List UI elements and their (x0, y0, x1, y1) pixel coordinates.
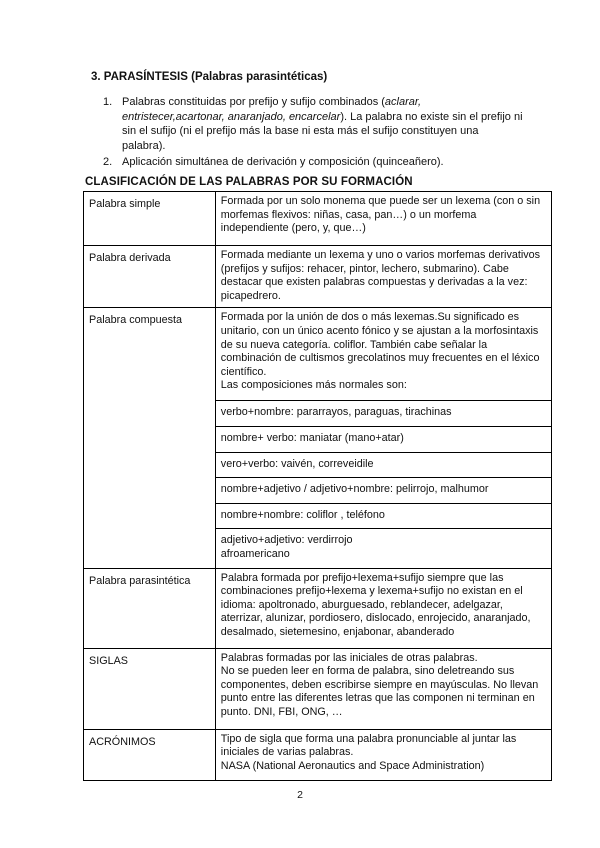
description-text: Formada por la unión de dos o más lexemas.Su significado es unitario, con un único acento fónico y se ajustan a la morfosintaxis de su nueva categoría. coliflor. También cabe señalar la combinación de cultismos grecolatinos muy frecuentes en el léxico científico. (220, 311, 540, 378)
list-item-number: 2. (103, 156, 113, 168)
description-text: Tipo de sigla que forma una palabra pronunciable al juntar las iniciales de varias palabras. (220, 732, 517, 759)
description-cell: Formada por un solo monema que puede ser un lexema (con o sin morfemas flexivos: niñas, casa, pan…) o un morfema independiente (pero, y, que…) (215, 192, 551, 246)
composition-type-cell: verbo+nombre: pararrayos, paraguas, tirachinas (215, 401, 551, 427)
description-text-2: NASA (National Aeronautics and Space Administration) (220, 759, 485, 772)
list-item-examples: aclarar, entristecer,acartonar, anaranjado, encarcelar (122, 96, 421, 123)
description-text-2: Las composiciones más normales son: (220, 379, 407, 392)
term-cell: Palabra compuesta (84, 308, 216, 568)
table-row (84, 648, 552, 729)
term-cell: Palabra simple (84, 192, 216, 246)
term-cell: Palabra derivada (84, 246, 216, 308)
term-cell: ACRÓNIMOS (84, 729, 216, 780)
classification-table (83, 191, 552, 781)
description-cell: Formada mediante un lexema y uno o varios morfemas derivativos (prefijos y sufijos: rehacer, pintor, lechero, submarino). Cabe destacar que existen palabras compuestas y derivadas a la vez: picapedrero. (215, 246, 551, 308)
table-row (84, 568, 552, 648)
list-item-number: 1. (103, 96, 113, 108)
term-cell: SIGLAS (84, 648, 216, 729)
description-cell (215, 308, 551, 401)
section-title: 3. PARASÍNTESIS (Palabras parasintéticas) (91, 71, 328, 83)
list-item-text: Palabras constituidas por prefijo y sufijo combinados ( (122, 96, 385, 108)
composition-type-cell: vero+verbo: vaivén, correveidile (215, 452, 551, 478)
description-text-2: No se pueden leer en forma de palabra, sino deletreando sus componentes, deben escribirse siempre en mayúsculas. No llevan punto entre las diferentes letras que las componen ni terminan en punto. DNI, FBI, ONG, … (220, 665, 539, 718)
list-item (103, 95, 523, 153)
composition-type-cell: nombre+adjetivo / adjetivo+nombre: pelirrojo, malhumor (215, 478, 551, 504)
table-row (84, 729, 552, 780)
list-item-text: Aplicación simultánea de derivación y composición (quinceañero). (122, 156, 444, 168)
table-row (84, 246, 552, 308)
page-number: 2 (297, 789, 303, 801)
table-row (84, 308, 552, 401)
list-item (103, 155, 523, 170)
table-row (84, 192, 552, 246)
composition-type-cell (215, 529, 551, 568)
list-item-text-after: ). La palabra no existe sin el prefijo ni sin el sufijo (ni el prefijo más la base ni esta más el sufijo constituyen una palabra). (122, 110, 523, 152)
description-cell (215, 729, 551, 780)
description-text: Palabras formadas por las iniciales de otras palabras. (220, 651, 478, 664)
composition-type-cell: nombre+nombre: coliflor , teléfono (215, 503, 551, 529)
description-cell: Palabra formada por prefijo+lexema+sufijo siempre que las combinaciones prefijo+lexema y lexema+sufijo no existan en el idioma: apoltronado, aburguesado, reblandecer, adelgazar, aterrizar, alunizar, pordiosero, dislocado, enrojecido, anaranjado, desalmado, sietemesino, enjabonar, abanderado (215, 568, 551, 648)
parasintesis-list (103, 95, 523, 170)
description-cell (215, 648, 551, 729)
term-cell: Palabra parasintética (84, 568, 216, 648)
composition-type-cell: nombre+ verbo: maniatar (mano+atar) (215, 426, 551, 452)
composition-type-line: afroamericano (220, 547, 290, 560)
composition-type-line: adjetivo+adjetivo: verdirrojo (220, 534, 353, 547)
table-title: CLASIFICACIÓN DE LAS PALABRAS POR SU FORMACIÓN (85, 176, 413, 188)
